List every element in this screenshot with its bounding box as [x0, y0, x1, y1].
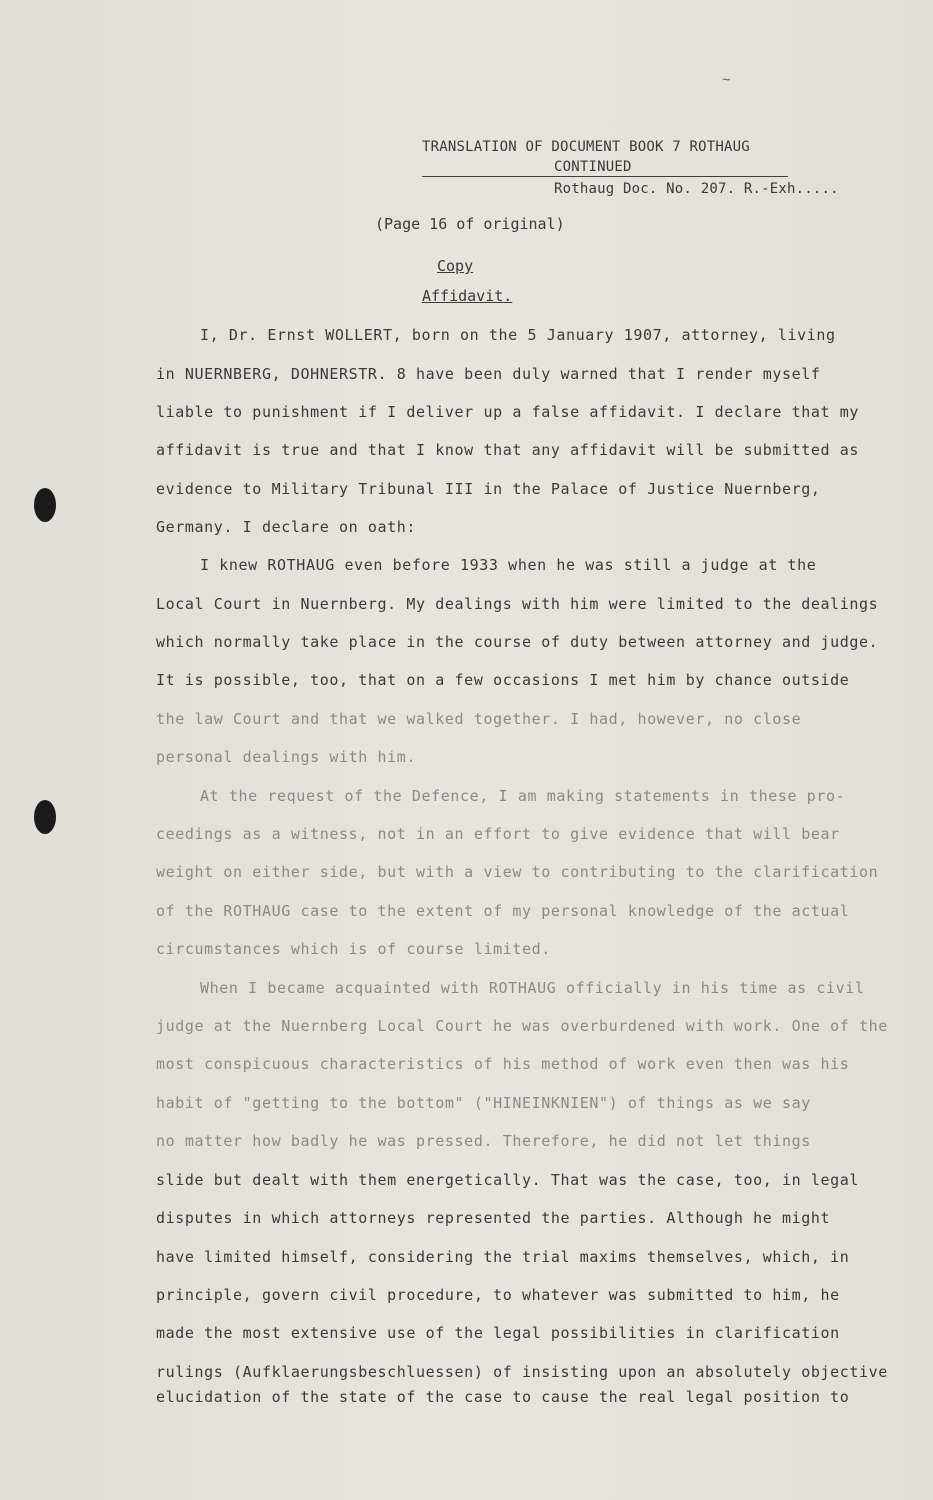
- continued-label: CONTINUED: [554, 159, 632, 175]
- text-line: habit of "getting to the bottom" ("HINEINKNIEN") of things as we say: [156, 1094, 811, 1112]
- text-line: slide but dealt with them energetically. That was the case, too, in legal: [156, 1171, 860, 1189]
- text-line: principle, govern civil procedure, to whatever was submitted to him, he: [156, 1286, 840, 1304]
- text-line: Local Court in Nuernberg. My dealings with him were limited to the dealings: [156, 595, 879, 613]
- document-reference: Rothaug Doc. No. 207. R.-Exh.....: [554, 181, 839, 197]
- text-line: of the ROTHAUG case to the extent of my personal knowledge of the actual: [156, 902, 850, 920]
- text-line: disputes in which attorneys represented the parties. Although he might: [156, 1209, 831, 1227]
- punch-hole-upper: [34, 488, 56, 522]
- text-line: rulings (Aufklaerungsbeschluessen) of insisting upon an absolutely objective: [156, 1363, 888, 1381]
- text-line: ceedings as a witness, not in an effort to give evidence that will bear: [156, 825, 840, 843]
- text-line: weight on either side, but with a view to contributing to the clarification: [156, 863, 879, 881]
- punch-hole-lower: [34, 800, 56, 834]
- text-line: made the most extensive use of the legal possibilities in clarification: [156, 1324, 840, 1342]
- text-line: I knew ROTHAUG even before 1933 when he was still a judge at the: [200, 556, 817, 574]
- text-line: I, Dr. Ernst WOLLERT, born on the 5 January 1907, attorney, living: [200, 326, 836, 344]
- document-title: TRANSLATION OF DOCUMENT BOOK 7 ROTHAUG: [422, 139, 750, 155]
- text-line: At the request of the Defence, I am making statements in these pro-: [200, 787, 846, 805]
- text-line: When I became acquainted with ROTHAUG officially in his time as civil: [200, 979, 865, 997]
- text-line: the law Court and that we walked together. I had, however, no close: [156, 710, 802, 728]
- text-line: affidavit is true and that I know that any affidavit will be submitted as: [156, 441, 860, 459]
- text-line: no matter how badly he was pressed. Therefore, he did not let things: [156, 1132, 811, 1150]
- text-line: elucidation of the state of the case to cause the real legal position to: [156, 1388, 850, 1406]
- copy-label: Copy: [437, 257, 474, 275]
- text-line: most conspicuous characteristics of his method of work even then was his: [156, 1055, 850, 1073]
- text-line: which normally take place in the course of duty between attorney and judge.: [156, 633, 879, 651]
- text-line: Germany. I declare on oath:: [156, 518, 417, 536]
- text-line: evidence to Military Tribunal III in the Palace of Justice Nuernberg,: [156, 480, 821, 498]
- page-note: (Page 16 of original): [375, 215, 565, 233]
- header-rule: [422, 176, 788, 177]
- text-line: circumstances which is of course limited.: [156, 940, 551, 958]
- text-line: It is possible, too, that on a few occasions I met him by chance outside: [156, 671, 850, 689]
- text-line: have limited himself, considering the trial maxims themselves, which, in: [156, 1248, 850, 1266]
- text-line: in NUERNBERG, DOHNERSTR. 8 have been duly warned that I render myself: [156, 365, 821, 383]
- text-line: personal dealings with him.: [156, 748, 417, 766]
- text-line: judge at the Nuernberg Local Court he was overburdened with work. One of the: [156, 1017, 888, 1035]
- affidavit-heading: Affidavit.: [422, 287, 513, 305]
- corner-mark: ~: [722, 72, 731, 88]
- text-line: liable to punishment if I deliver up a false affidavit. I declare that my: [156, 403, 860, 421]
